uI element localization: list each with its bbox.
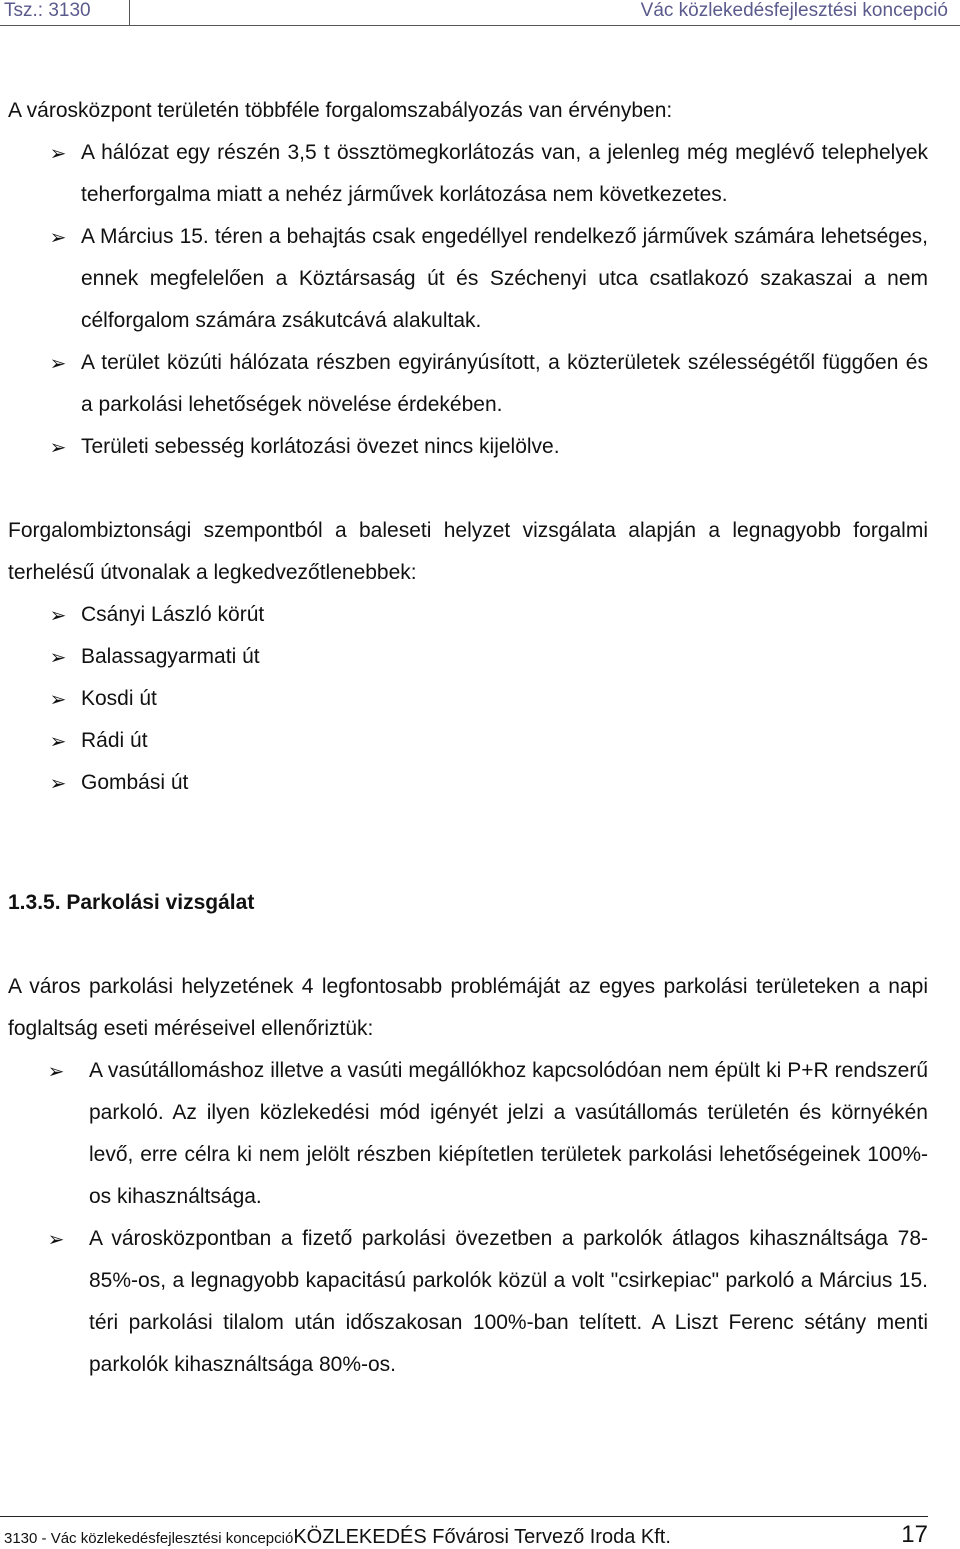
arrowhead-bullet-icon: ➢ (49, 645, 67, 669)
list-item: ➢ A hálózat egy részén 3,5 t össztömegkorlátozás van, a jelenleg még meglévő telephelyek teherforgalma miatt a nehéz járművek korlátozása nem következetes. (8, 132, 928, 216)
page-header (0, 0, 960, 26)
page-number: 17 (901, 1521, 928, 1548)
arrowhead-bullet-icon: ➢ (49, 687, 67, 711)
page-body (8, 90, 928, 1386)
list-item: ➢ A terület közúti hálózata részben egyirányúsított, a közterületek szélességétől függően és a parkolási lehetőségek növelése érdekében. (8, 342, 928, 426)
list-item: ➢ Rádi út (8, 720, 928, 762)
section3-list (8, 1050, 928, 1386)
arrowhead-bullet-icon: ➢ (49, 729, 67, 753)
arrowhead-bullet-icon: ➢ (49, 435, 67, 459)
footer-document: 3130 - Vác közlekedésfejlesztési koncepció (4, 1530, 294, 1547)
header-divider (129, 0, 130, 26)
header-rule (0, 25, 960, 26)
list-item: ➢ Kosdi út (8, 678, 928, 720)
section-heading: 1.3.5. Parkolási vizsgálat (8, 891, 255, 914)
arrowhead-bullet-icon: ➢ (49, 603, 67, 627)
section1-intro: A városközpont területén többféle forgalomszabályozás van érvényben: (8, 99, 673, 122)
arrowhead-bullet-icon: ➢ (47, 1059, 65, 1083)
list-item: ➢ Balassagyarmati út (8, 636, 928, 678)
section2-list (8, 594, 928, 804)
list-item: ➢ Csányi László körút (8, 594, 928, 636)
section1-list (8, 132, 928, 468)
list-item: ➢ Gombási út (8, 762, 928, 804)
list-item: ➢ Területi sebesség korlátozási övezet nincs kijelölve. (8, 426, 928, 468)
section2-intro: Forgalombiztonsági szempontból a baleseti helyzet vizsgálata alapján a legnagyobb forgalmi terhelésű útvonalak a legkedvezőtlenebbek: (8, 519, 928, 584)
arrowhead-bullet-icon: ➢ (49, 351, 67, 375)
list-item: ➢ A Március 15. téren a behajtás csak engedéllyel rendelkező járművek számára lehetséges, ennek megfelelően a Köztársaság út és Széchenyi utca csatlakozó szakaszai a nem célforgalom számára zsákutcává alakultak. (8, 216, 928, 342)
arrowhead-bullet-icon: ➢ (49, 771, 67, 795)
section3-intro: A város parkolási helyzetének 4 legfontosabb problémáját az egyes parkolási területeken a napi foglaltság eseti méréseivel ellenőriztük: (8, 975, 928, 1040)
arrowhead-bullet-icon: ➢ (49, 141, 67, 165)
list-item: ➢ A városközpontban a fizető parkolási övezetben a parkolók átlagos kihasználtsága 78-85%-os, a legnagyobb kapacitású parkolók közül a volt "csirkepiac" parkoló a Március 15. téri parkolási tilalom után időszakosan 100%-ban telített. A Liszt Ferenc sétány menti parkolók kihasználtsága 80%-os. (8, 1218, 928, 1386)
footer-company: KÖZLEKEDÉS Fővárosi Tervező Iroda Kft. (293, 1526, 671, 1548)
arrowhead-bullet-icon: ➢ (47, 1227, 65, 1251)
document-number: Tsz.: 3130 (4, 0, 91, 21)
page-footer (0, 1516, 960, 1547)
footer-rule (0, 1516, 928, 1517)
arrowhead-bullet-icon: ➢ (49, 225, 67, 249)
document-title: Vác közlekedésfejlesztési koncepció (640, 0, 948, 21)
list-item: ➢ A vasútállomáshoz illetve a vasúti megállókhoz kapcsolódóan nem épült ki P+R rendszerű parkoló. Az ilyen közlekedési mód igényét jelzi a vasútállomás területén és környékén levő, erre célra ki nem jelölt részben kiépítetlen területek parkolási lehetőségeinek 100%-os kihasználtsága. (8, 1050, 928, 1218)
footer-credit (4, 1526, 671, 1549)
